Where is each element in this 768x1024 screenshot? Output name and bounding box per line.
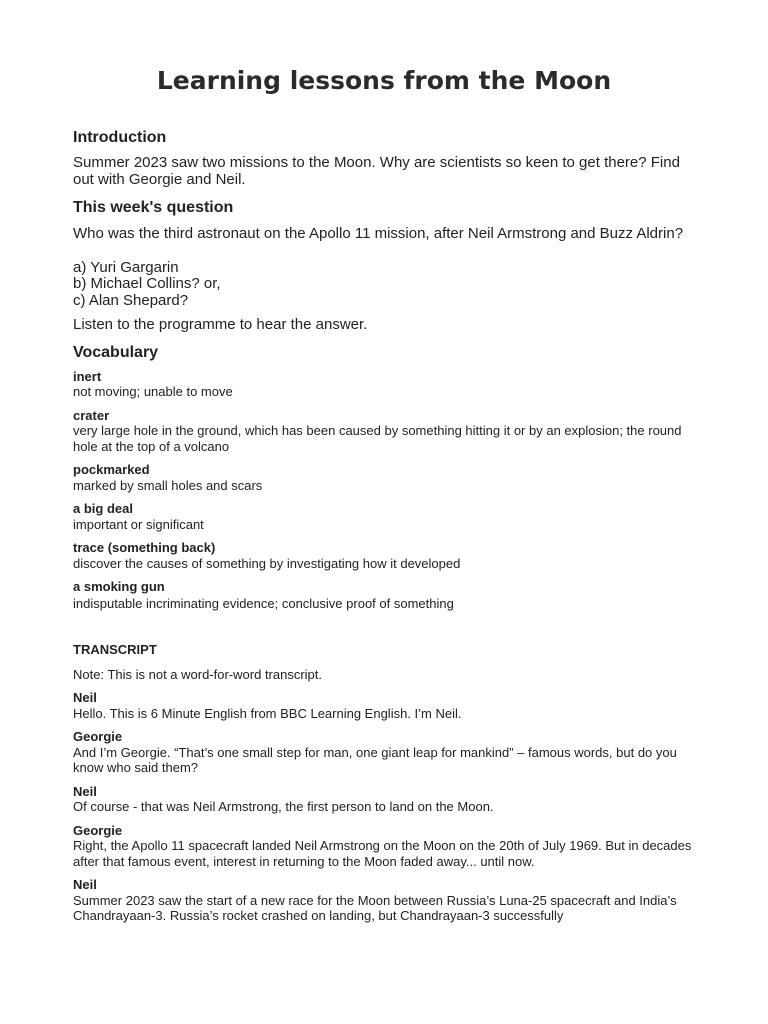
vocabulary-definition: discover the causes of something by investigating how it developed [73,555,461,571]
introduction-text: Summer 2023 saw two missions to the Moon. Why are scientists so keen to get there? Find out with Georgie and Neil. [73,154,680,188]
question-options [73,260,698,310]
vocabulary-term: inert [73,368,102,384]
vocabulary-term: a smoking gun [73,579,165,594]
speaker-text: Right, the Apollo 11 spacecraft landed Neil Armstrong on the Moon on the 20th of July 1969. But in decades after that famous event, interest in returning to the Moon faded away... until now. [73,838,692,869]
speaker-name: Georgie [73,729,123,744]
transcript-line [73,690,698,721]
vocabulary-term: trace (something back) [73,540,216,555]
transcript-line [73,784,698,815]
vocabulary-item [73,540,698,571]
vocabulary-list [73,369,698,612]
speaker-name: Georgie [73,822,123,838]
question-option-b: b) Michael Collins? or, [73,275,221,292]
speaker-text: Hello. This is 6 Minute English from BBC Learning English. I’m Neil. [73,705,462,721]
question-footer: Listen to the programme to hear the answer. [73,316,368,333]
page-title: Learning lessons from the Moon [156,66,612,95]
transcript-note: Note: This is not a word-for-word transcript. [73,666,323,682]
question-option-c: c) Alan Shepard? [73,291,189,309]
vocabulary-item [73,579,698,611]
vocabulary-term: pockmarked [73,462,150,477]
vocabulary-heading: Vocabulary [73,343,159,361]
speaker-name: Neil [73,690,97,705]
vocabulary-term: crater [73,407,110,423]
transcript-line [73,877,698,924]
vocabulary-definition: very large hole in the ground, which has been caused by something hitting it or by an explosion; the round hole at the top of a volcano [73,423,682,454]
vocabulary-item [73,462,698,493]
vocabulary-item [73,501,698,532]
question-option-a: a) Yuri Gargarin [73,258,179,276]
introduction-heading: Introduction [73,129,167,146]
vocabulary-definition: important or significant [73,516,204,532]
vocabulary-definition: marked by small holes and scars [73,477,263,493]
question-text: Who was the third astronaut on the Apollo 11 mission, after Neil Armstrong and Buzz Aldrin? [73,225,684,242]
speaker-text: Summer 2023 saw the start of a new race for the Moon between Russia’s Luna-25 spacecraft and India’s Chandrayaan-3. Russia’s rocket crashed on landing, but Chandrayaan-3 successfully [73,892,677,923]
speaker-name: Neil [73,783,97,799]
question-heading: This week's question [73,199,234,216]
document-content [73,127,698,924]
transcript-heading: TRANSCRIPT [73,642,157,657]
speaker-name: Neil [73,877,97,892]
vocabulary-term: a big deal [73,501,133,516]
vocabulary-item [73,369,698,400]
transcript-line [73,729,698,776]
transcript-line [73,823,698,870]
speaker-text: Of course - that was Neil Armstrong, the first person to land on the Moon. [73,799,494,814]
vocabulary-definition: indisputable incriminating evidence; conclusive proof of something [73,595,454,611]
vocabulary-definition: not moving; unable to move [73,384,233,399]
speaker-text: And I’m Georgie. “That’s one small step for man, one giant leap for mankind” – famous words, but do you know who said them? [73,744,677,775]
vocabulary-item [73,408,698,455]
